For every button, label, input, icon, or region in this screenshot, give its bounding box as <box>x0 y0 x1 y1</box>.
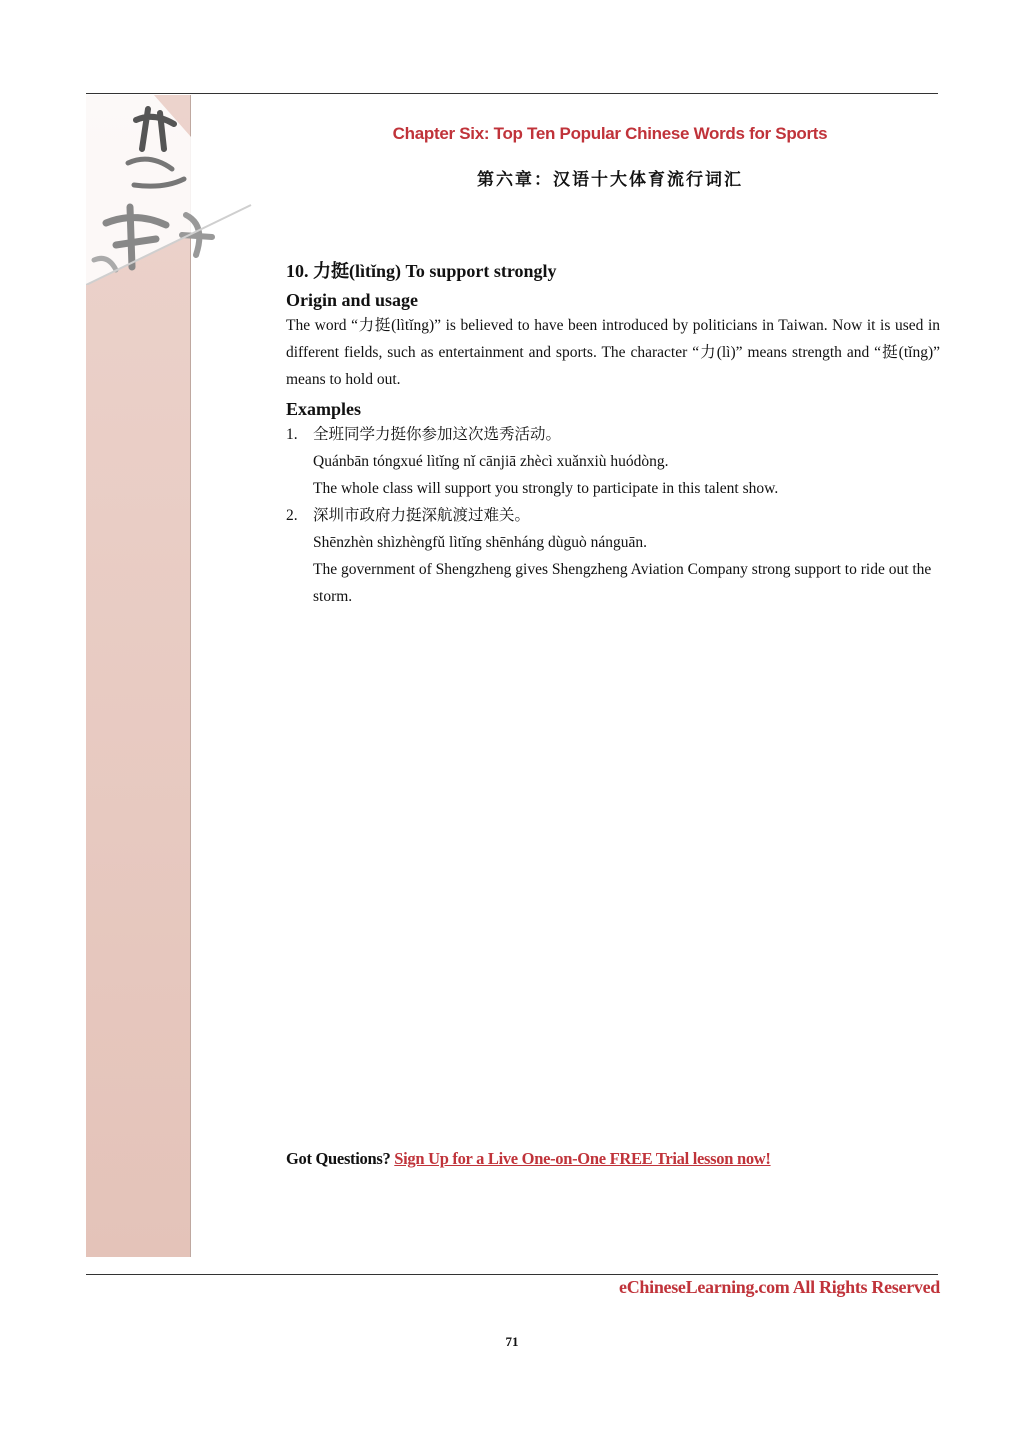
example-pinyin: Shēnzhèn shìzhèngfǔ lìtǐng shēnháng dùguò nánguān. <box>313 534 648 551</box>
examples-heading: Examples <box>286 399 362 419</box>
word-heading: 10. 力挺(lìtǐng) To support strongly <box>286 261 557 281</box>
entry-content <box>286 258 940 610</box>
decorative-sidebar <box>86 95 191 1257</box>
page-number: 71 <box>505 1334 519 1349</box>
top-rule <box>86 93 938 94</box>
free-trial-link[interactable]: Sign Up for a Live One-on-One FREE Trial lesson now! <box>394 1149 771 1168</box>
examples-list <box>286 421 940 610</box>
origin-text: The word “力挺(lìtǐng)” is believed to have been introduced by politicians in Taiwan. Now it is used in different fields, such as entertainment and sports. The character “力(lì)” means strength and “挺(tǐng)” means to hold out. <box>286 317 940 388</box>
chapter-title: Chapter Six: Top Ten Popular Chinese Words for Sports <box>392 124 828 143</box>
origin-heading: Origin and usage <box>286 290 419 310</box>
example-item <box>286 502 940 610</box>
bottom-rule <box>86 1274 938 1275</box>
example-chinese: 全班同学力挺你参加这次选秀活动。 <box>313 426 562 443</box>
example-number: 2. <box>286 507 298 524</box>
calligraphy-art <box>86 95 261 285</box>
copyright-notice: eChineseLearning.com All Rights Reserved <box>619 1277 940 1297</box>
call-to-action <box>286 1149 771 1169</box>
example-english: The government of Shengzheng gives Shengzheng Aviation Company strong support to ride out the storm. <box>313 561 932 605</box>
example-english: The whole class will support you strongly to participate in this talent show. <box>313 480 779 497</box>
cta-prefix: Got Questions? <box>286 1149 391 1168</box>
example-item <box>286 421 940 502</box>
example-number: 1. <box>286 426 298 443</box>
example-pinyin: Quánbān tóngxué lìtǐng nǐ cānjiā zhècì xuǎnxiù huódòng. <box>313 453 669 470</box>
chapter-title-chinese: 第六章：汉语十大体育流行词汇 <box>477 170 743 190</box>
example-chinese: 深圳市政府力挺深航渡过难关。 <box>313 507 531 524</box>
